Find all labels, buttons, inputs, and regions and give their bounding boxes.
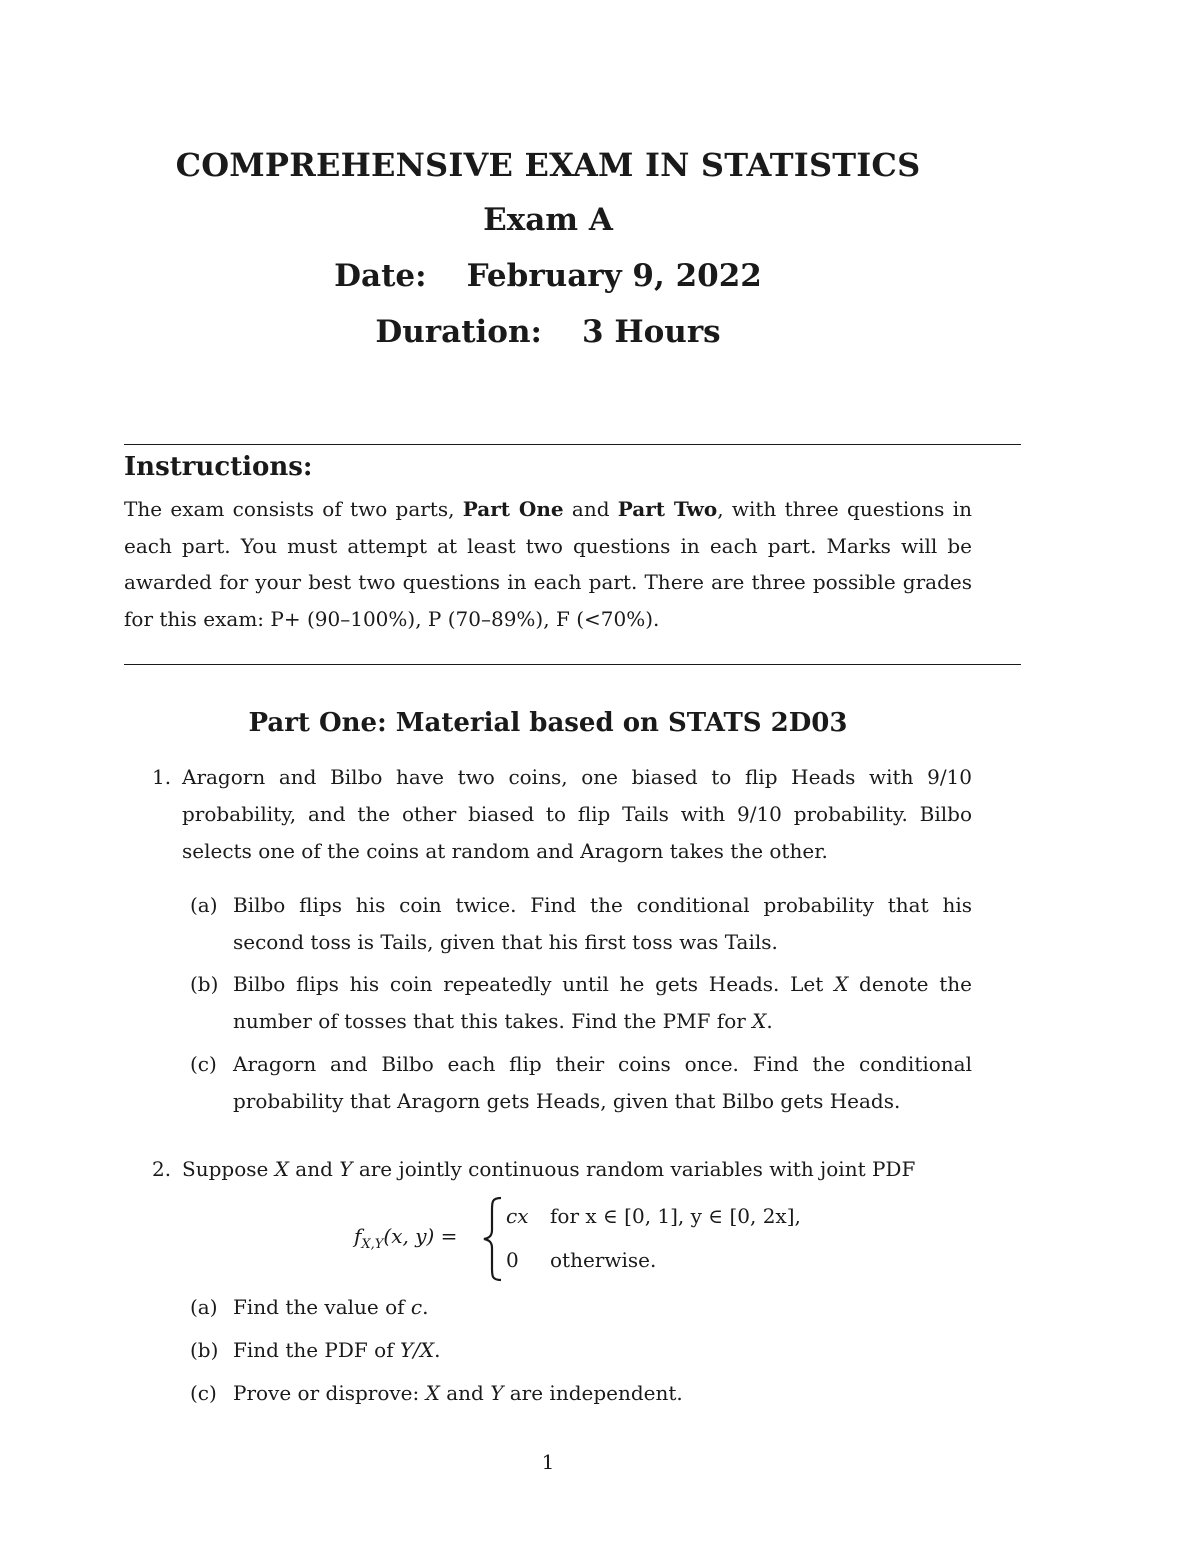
subpart-label: (b) [190,1338,219,1362]
subpart-text [233,1289,972,1326]
pdf-lhs [354,1224,457,1252]
subpart-text [233,1375,972,1412]
question-text-3: are jointly continuous random variables with joint PDF [352,1157,916,1181]
instructions-text [124,491,972,637]
subpart-text [233,1332,972,1369]
math-variable: Y [490,1381,504,1405]
pdf-arguments: (x, y) = [383,1224,458,1248]
subpart-label: (a) [190,893,218,917]
exam-date [0,258,1096,294]
pdf-subscript: X,Y [361,1237,384,1252]
instructions-heading: Instructions: [124,452,313,482]
subpart-text: Aragorn and Bilbo each flip their coins once. Find the conditional probability that Aragorn gets Heads, given that Bilbo gets Heads. [233,1052,972,1113]
pdf-function: f [354,1224,362,1248]
duration-label: Duration: [375,314,542,350]
question-text: Aragorn and Bilbo have two coins, one biased to flip Heads with 9/10 probability, and the other biased to flip Tails with 9/10 probability. Bilbo selects one of the coins at random and Aragorn takes the other. [182,765,972,863]
subpart-label: (b) [190,972,219,996]
instructions-text-1: The exam consists of two parts, [124,497,463,521]
pdf-case-condition: otherwise. [550,1248,657,1272]
page-number: 1 [541,1450,555,1474]
subpart-text: Bilbo flips his coin twice. Find the conditional probability that his second toss is Tails, given that his first toss was Tails. [233,893,972,954]
math-variable: X [834,972,849,996]
pdf-case-1 [506,1204,801,1228]
duration-value: 3 Hours [581,314,721,350]
math-variable: X [425,1381,440,1405]
pdf-case-value: 0 [506,1248,519,1272]
instructions-part-one: Part One [462,497,564,521]
part-one-heading: Part One: Material based on STATS 2D03 [248,708,848,738]
instructions-text-2: and [563,497,618,521]
left-brace-icon [482,1196,504,1282]
question-2a [190,1289,972,1326]
question-1a [190,887,972,961]
pdf-case-condition: for x ∈ [0, 1], y ∈ [0, 2x], [550,1204,801,1228]
question-1 [152,759,972,870]
question-2c [190,1375,972,1412]
instructions-text-3: , with three questions in each part. You must attempt at least two questions in each part. Marks will be awarded for your best two questions in each part. There are three possible grades for this exam: P+ (90–100%), P (70–89%), F (<70%). [124,497,972,631]
math-variable: X [274,1157,289,1181]
question-2 [152,1151,972,1188]
question-text-2: and [288,1157,340,1181]
question-text-1: Suppose [182,1157,275,1181]
subpart-text-1: Find the value of [233,1295,411,1319]
subpart-text-2: . [434,1338,441,1362]
subpart-text-2: and [439,1381,491,1405]
math-variable: X [752,1009,767,1033]
subpart-text-1: Find the PDF of [233,1338,400,1362]
date-label: Date: [334,258,427,294]
subpart-text [233,966,972,1040]
exam-title: COMPREHENSIVE EXAM IN STATISTICS [175,146,921,184]
instructions-part-two: Part Two [617,497,718,521]
subpart-text-3: are independent. [503,1381,683,1405]
subpart-text-2: . [422,1295,429,1319]
question-1c [190,1046,972,1120]
exam-duration [0,314,1096,350]
math-variable: Y/X [399,1338,435,1362]
divider-bottom [124,664,1021,665]
question-text [182,1151,972,1188]
question-1b [190,966,972,1040]
subpart-text-3: . [766,1009,773,1033]
question-2b [190,1332,972,1369]
exam-version: Exam A [483,202,613,238]
question-number: 1. [152,765,172,789]
pdf-case-2 [506,1248,656,1272]
math-variable: Y [339,1157,353,1181]
math-variable: c [410,1295,423,1319]
subpart-text-1: Prove or disprove: [233,1381,426,1405]
date-value: February 9, 2022 [466,258,762,294]
subpart-label: (c) [190,1052,217,1076]
question-number: 2. [152,1157,172,1181]
subpart-label: (c) [190,1381,217,1405]
subpart-label: (a) [190,1295,218,1319]
pdf-case-value: cx [506,1204,529,1228]
divider-top [124,444,1021,445]
subpart-text-1: Bilbo flips his coin repeatedly until he gets Heads. Let [233,972,835,996]
subpart-text-2: denote the number of tosses that this takes. Find the PMF for [233,972,972,1033]
